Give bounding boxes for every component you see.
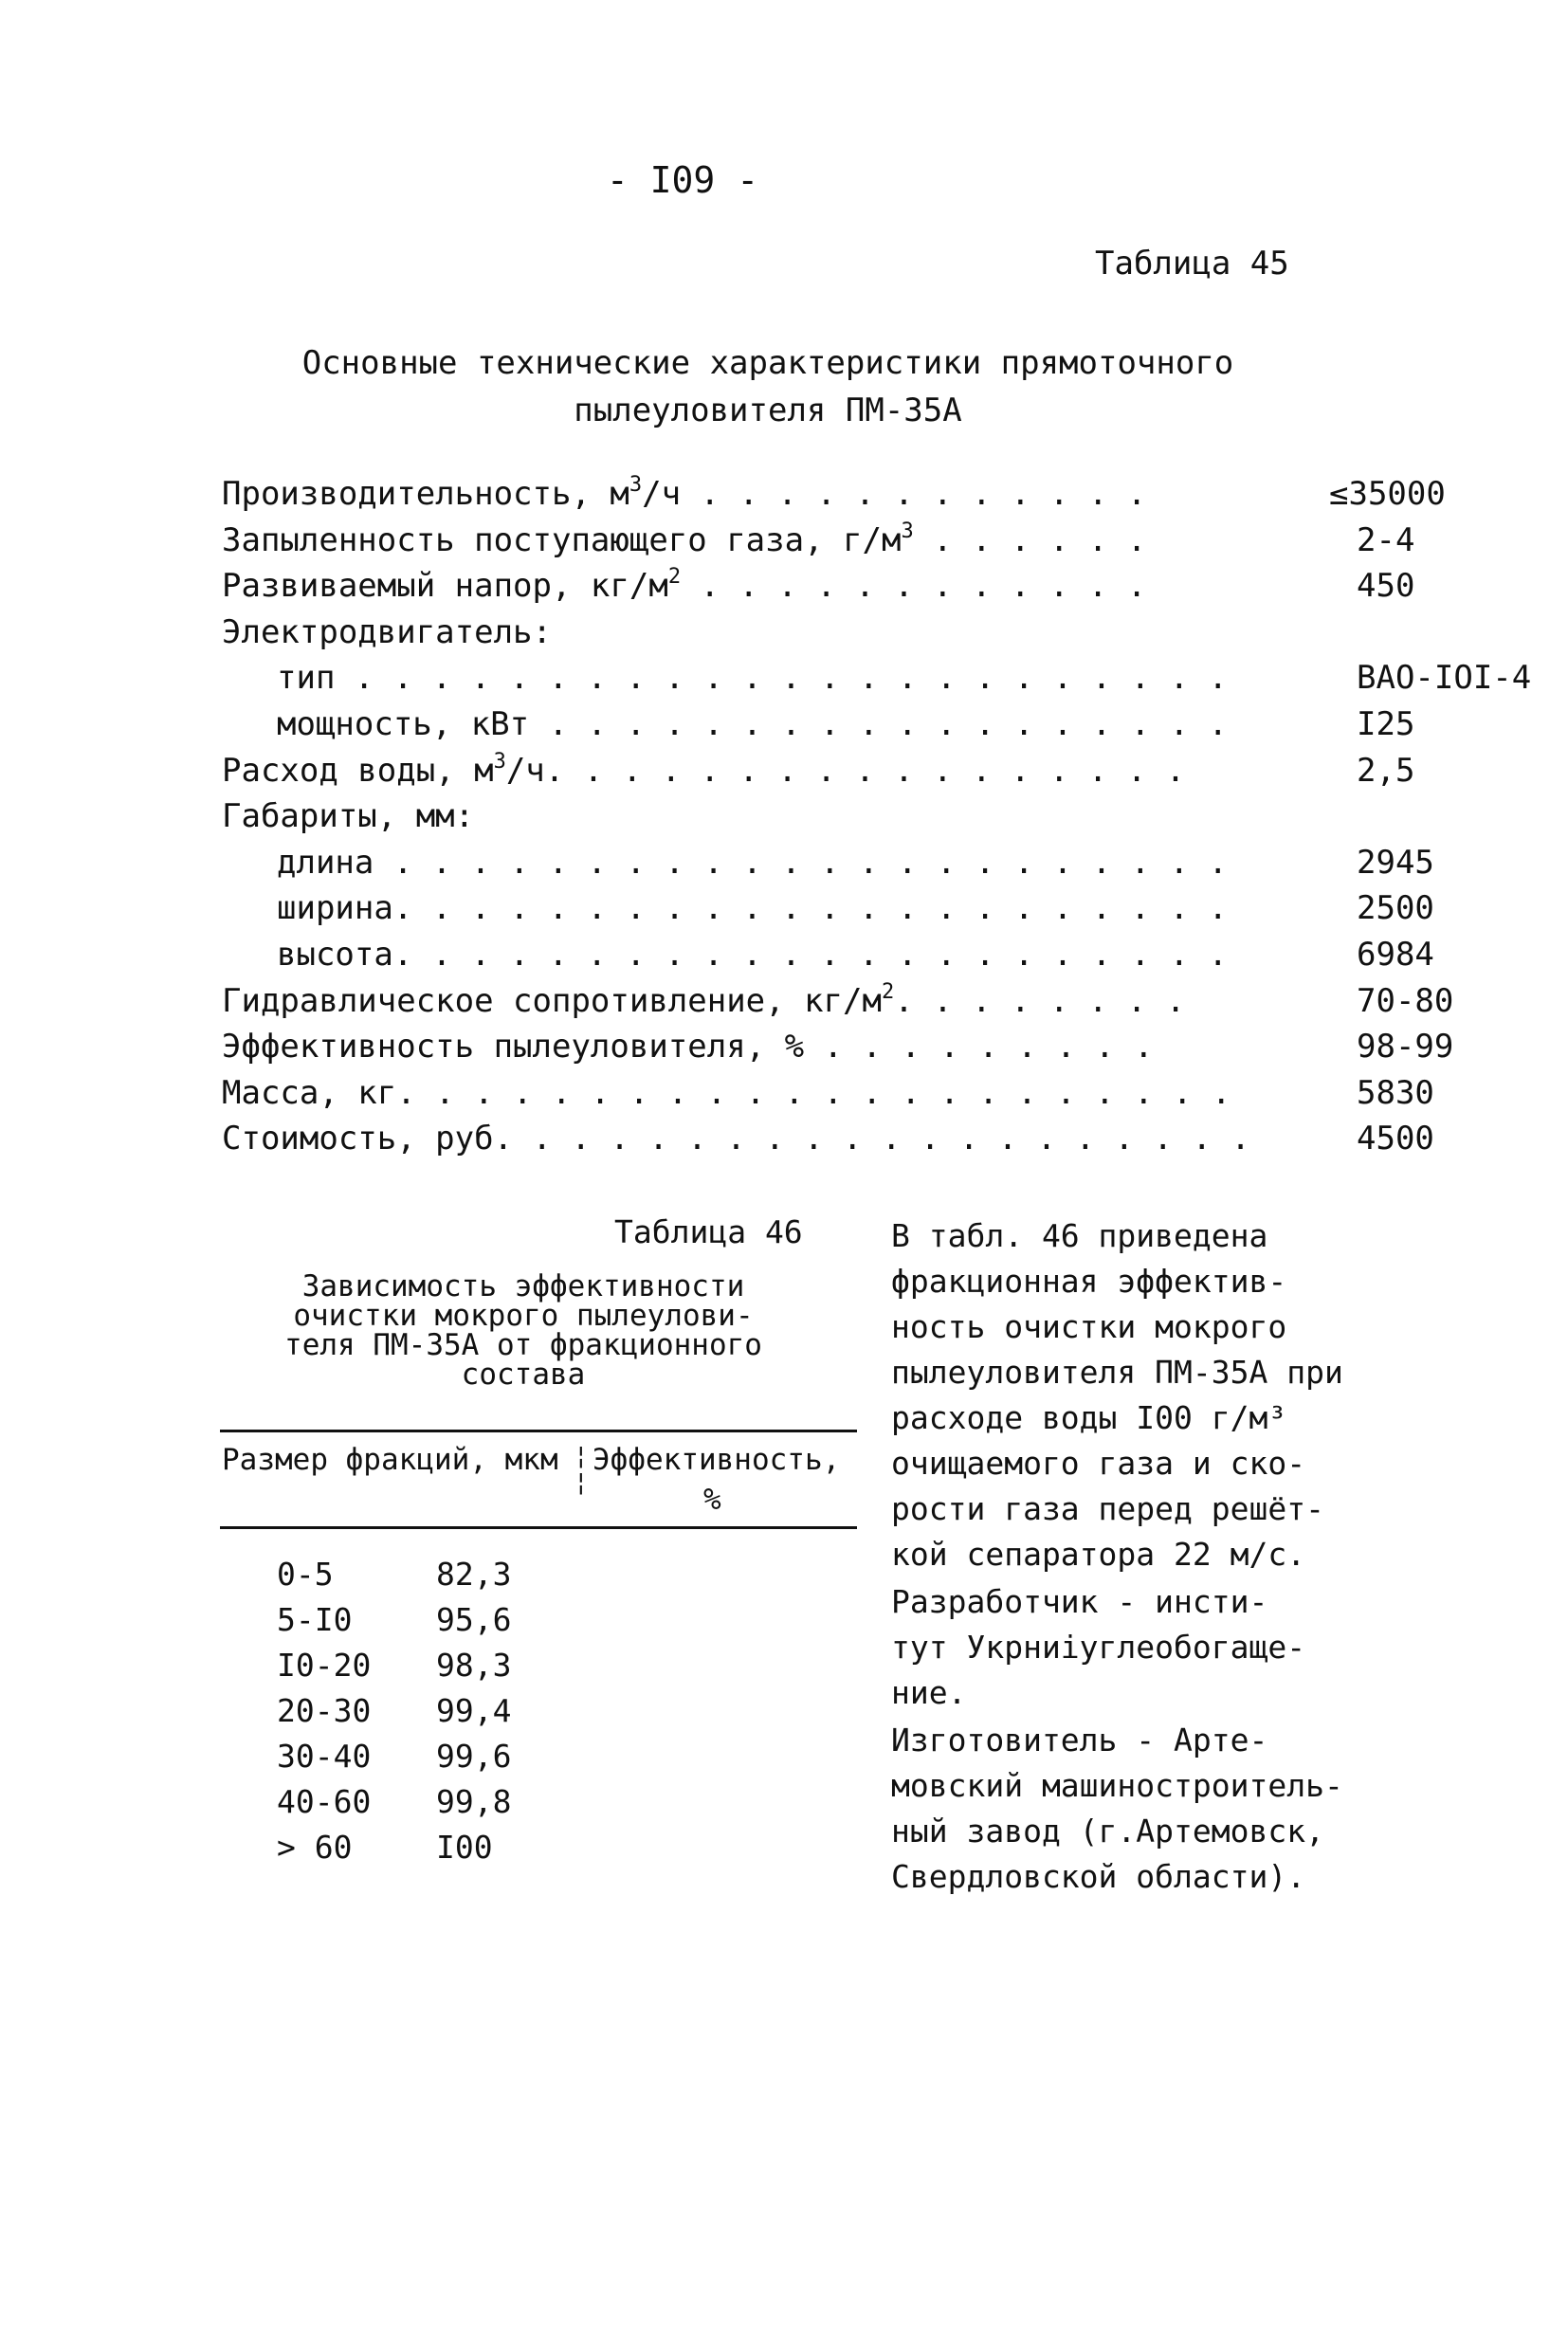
spec-name-text: Развиваемый напор, кг/м	[222, 567, 668, 606]
spec-name-text: мощность, кВт	[277, 704, 530, 743]
spec-name-exponent: 2	[667, 565, 682, 590]
page-number: - I09 -	[606, 159, 759, 201]
spec-value: ВАО-IOI-4	[1357, 659, 1532, 698]
spec-row	[222, 840, 1434, 886]
fraction-size: 30-40	[277, 1738, 372, 1775]
side-paragraph-intro: В табл. 46 приведена фракционная эффектив- ность очистки мокрого пылеуловителя ПМ-35А при расходе воды I00 г/м³ очищаемого газа и ско- рости газа перед решёт- кой сепаратора 22 м/с.	[891, 1217, 1343, 1573]
spec-name	[222, 610, 552, 656]
fraction-efficiency: I00	[436, 1829, 493, 1866]
spec-name	[222, 748, 1185, 794]
spec-name-text: Расход воды, м	[222, 751, 494, 790]
spec-leader-dots: . . . . . . . . .	[804, 1028, 1154, 1066]
side-paragraph-developer: Разработчик - инсти- тут Укрниiуглеобогаще- ние.	[891, 1583, 1306, 1711]
spec-row	[222, 518, 1415, 564]
spec-name	[277, 840, 1228, 886]
table-46-title-line: Зависимость эффективности	[301, 1269, 745, 1303]
table-46-title-line: очистки мокрого пылеулови-	[293, 1299, 754, 1333]
table-46-title-line: состава	[461, 1358, 586, 1392]
spec-leader-dots: . . . . . . . . . . . . . . . . . . .	[513, 1120, 1250, 1158]
fraction-efficiency: 82,3	[436, 1556, 512, 1593]
spec-name	[222, 1070, 1231, 1117]
spec-name	[222, 1024, 1154, 1070]
spec-name-text: Эффективность пылеуловителя, %	[222, 1028, 805, 1066]
spec-row	[222, 702, 1415, 748]
spec-leader-dots: . . . . . . . . . . . .	[681, 567, 1147, 606]
table-46-title-line: теля ПМ-35А от фракционного	[284, 1328, 762, 1362]
spec-value: 4500	[1357, 1120, 1434, 1158]
spec-leader-dots: . . . . . . .	[913, 981, 1186, 1020]
spec-leader-dots: . . . . . . . . . . . . . . . . . . . . .	[412, 889, 1229, 928]
fraction-efficiency: 98,3	[436, 1647, 512, 1684]
fraction-efficiency: 99,4	[436, 1692, 512, 1729]
fraction-size: > 60	[277, 1829, 353, 1866]
spec-name	[277, 702, 1228, 748]
table-row	[220, 1552, 857, 1597]
spec-leader-dots: . . . . . . . . . . . . . . . . . .	[529, 704, 1229, 743]
table-45-title	[0, 339, 1536, 434]
table-46-header-rule	[220, 1526, 857, 1529]
spec-name-exponent: 3	[629, 473, 643, 497]
table-row	[220, 1779, 857, 1825]
spec-value: ≤35000	[1329, 475, 1446, 513]
spec-row	[222, 885, 1434, 932]
spec-name-text: высота.	[277, 935, 413, 974]
spec-value: 2945	[1357, 843, 1434, 882]
spec-row	[222, 1116, 1434, 1162]
spec-name	[222, 471, 1146, 518]
table-row	[220, 1825, 857, 1870]
spec-name-suffix: /ч.	[505, 751, 565, 790]
spec-name-exponent: 3	[493, 749, 506, 774]
spec-row	[222, 978, 1454, 1025]
spec-leader-dots: . . . . . . . . . . . . . . . .	[564, 751, 1186, 790]
spec-name-text: Запыленность поступающего газа, г/м	[222, 520, 902, 559]
spec-row	[222, 563, 1415, 610]
spec-name	[222, 793, 474, 840]
spec-value: 450	[1357, 567, 1415, 606]
spec-value: 70-80	[1357, 981, 1454, 1020]
fraction-size: I0-20	[277, 1647, 372, 1684]
fraction-table	[220, 1552, 857, 1870]
spec-row	[222, 655, 1532, 702]
col-header-efficiency: Эффективность,	[593, 1443, 841, 1477]
fraction-efficiency: 99,6	[436, 1738, 512, 1775]
spec-leader-dots: . . . . . . . . . . . .	[681, 475, 1147, 513]
spec-leader-dots: . . . . . . . . . . . . . . . . . . . . .	[412, 935, 1229, 974]
spec-leader-dots: . . . . . .	[913, 520, 1147, 559]
spec-value: 2-4	[1357, 520, 1415, 559]
fraction-efficiency: 95,6	[436, 1601, 512, 1638]
spec-name	[222, 518, 1146, 564]
col-separator: ¦ ¦	[574, 1442, 589, 1497]
table-row	[220, 1734, 857, 1779]
spec-name-suffix: /ч	[642, 475, 682, 513]
table-45-title-line-1: Основные технические характеристики прямоточного	[301, 344, 1234, 382]
spec-name-text: Стоимость, руб.	[222, 1120, 514, 1158]
fraction-efficiency: 99,8	[436, 1783, 512, 1820]
fraction-size: 40-60	[277, 1783, 372, 1820]
table-row	[220, 1597, 857, 1643]
spec-name	[222, 1116, 1250, 1162]
spec-name-text: Производительность, м	[222, 475, 629, 513]
fraction-size: 0-5	[277, 1556, 334, 1593]
spec-row	[222, 932, 1434, 978]
spec-value: 2500	[1357, 889, 1434, 928]
side-paragraph-manufacturer: Изготовитель - Арте- мовский машиностроитель- ный завод (г.Артемовск, Свердловской области).	[891, 1722, 1343, 1895]
side-text	[891, 1213, 1384, 1902]
table-46-label: Таблица 46	[614, 1213, 803, 1250]
table-45-label: Таблица 45	[1095, 245, 1289, 282]
spec-name-exponent: 2	[881, 979, 895, 1004]
spec-row	[222, 610, 1359, 656]
spec-name-text: длина	[277, 843, 374, 882]
spec-name-text: ширина.	[277, 889, 413, 928]
spec-value: 5830	[1357, 1073, 1434, 1112]
spec-row	[222, 748, 1415, 794]
spec-name	[222, 978, 1185, 1025]
table-46-top-rule	[220, 1430, 857, 1432]
spec-row	[222, 471, 1446, 518]
spec-name-text: Масса, кг.	[222, 1073, 416, 1112]
spec-leader-dots: . . . . . . . . . . . . . . . . . . . . . . .	[335, 659, 1229, 698]
col-header-efficiency-unit: %	[703, 1483, 721, 1517]
spec-name-text: Электродвигатель:	[222, 612, 552, 651]
spec-name-suffix: .	[894, 981, 914, 1020]
table-45-title-line-2: пылеуловителя ПМ-35А	[574, 392, 962, 429]
spec-row	[222, 793, 1359, 840]
spec-name-text: тип	[277, 659, 336, 698]
table-row	[220, 1688, 857, 1734]
spec-leader-dots: . . . . . . . . . . . . . . . . . . . . . .	[374, 843, 1229, 882]
fraction-size: 20-30	[277, 1692, 372, 1729]
spec-list	[222, 471, 1532, 1162]
spec-value: 6984	[1357, 935, 1434, 974]
spec-value: 2,5	[1357, 751, 1415, 790]
spec-name	[222, 563, 1146, 610]
spec-name	[277, 885, 1228, 932]
spec-row	[222, 1070, 1434, 1117]
col-header-size: Размер фракций, мкм	[222, 1443, 558, 1477]
spec-name-exponent: 3	[901, 519, 914, 543]
spec-name	[277, 932, 1228, 978]
spec-value: 98-99	[1357, 1028, 1454, 1066]
fraction-size: 5-I0	[277, 1601, 353, 1638]
spec-leader-dots: . . . . . . . . . . . . . . . . . . . . .	[415, 1073, 1231, 1112]
spec-name-text: Гидравлическое сопротивление, кг/м	[222, 981, 882, 1020]
spec-value: I25	[1357, 704, 1415, 743]
spec-name-text: Габариты, мм:	[222, 797, 475, 836]
table-row	[220, 1643, 857, 1688]
spec-name	[277, 655, 1228, 702]
table-46-title	[220, 1269, 827, 1392]
spec-row	[222, 1024, 1454, 1070]
